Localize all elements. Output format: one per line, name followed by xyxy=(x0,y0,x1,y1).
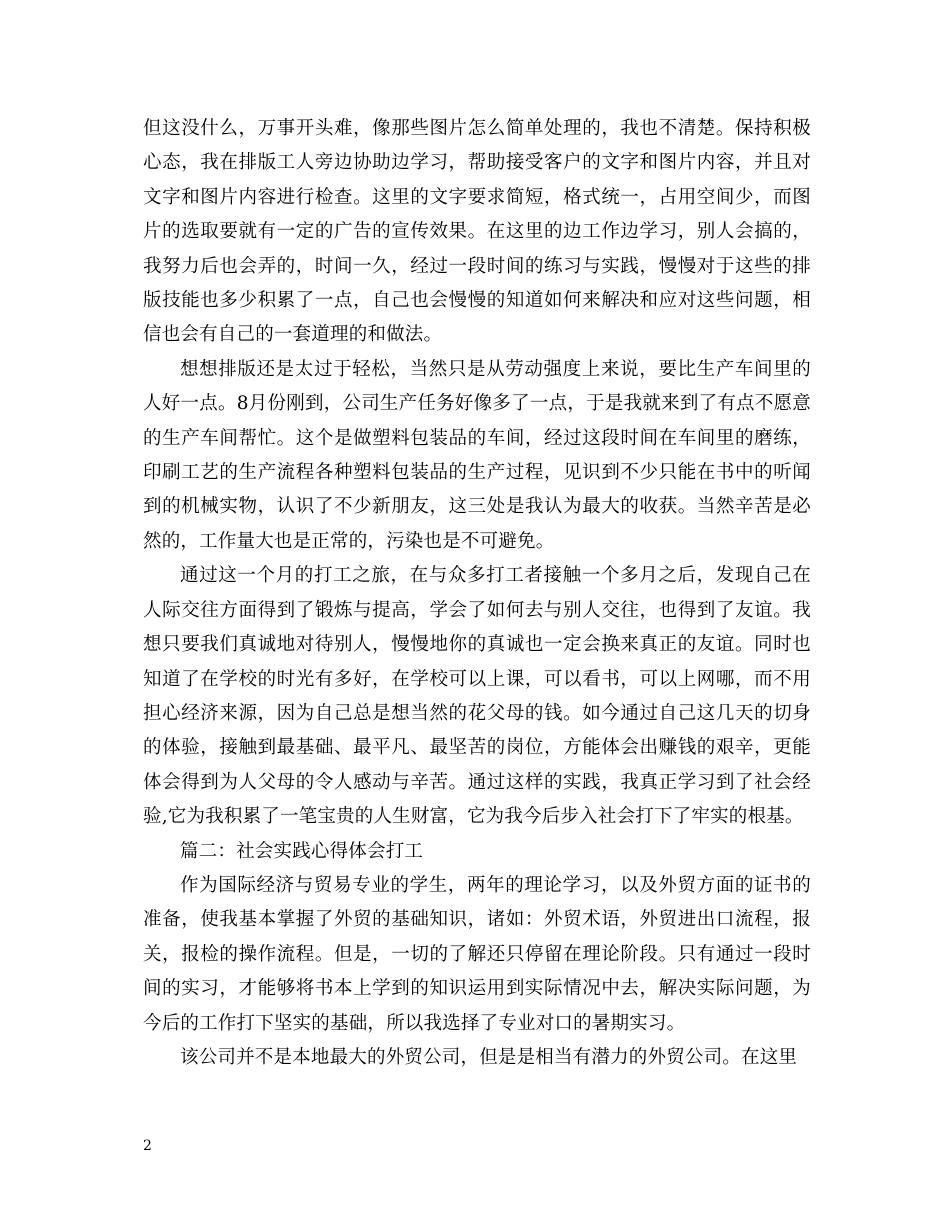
paragraph-4: 作为国际经济与贸易专业的学生，两年的理论学习，以及外贸方面的证书的准备，使我基本掌握了外贸的基础知识，诸如：外贸术语，外贸进出口流程，报关，报检的操作流程。但是，一切的了解还只停留在理论阶段。只有通过一段时间的实习，才能够将书本上学到的知识运用到实际情况中去，解决实际问题，为今后的工作打下坚实的基础，所以我选择了专业对口的暑期实习。 xyxy=(143,874,811,1034)
paragraph-2: 想想排版还是太过于轻松，当然只是从劳动强度上来说，要比生产车间里的人好一点。8月份刚到，公司生产任务好像多了一点，于是我就来到了有点不愿意的生产车间帮忙。这个是做塑料包装品的车间，经过这段时间在车间里的磨练，印刷工艺的生产流程各种塑料包装品的生产过程，见识到不少只能在书中的听闻到的机械实物，认识了不少新朋友，这三处是我认为最大的收获。当然辛苦是必然的，工作量大也是正常的，污染也是不可避免。 xyxy=(143,358,811,552)
paragraph-3: 通过这一个月的打工之旅，在与众多打工者接触一个多月之后，发现自己在人际交往方面得到了锻炼与提高，学会了如何去与别人交往，也得到了友谊。我想只要我们真诚地对待别人，慢慢地你的真诚也一定会换来真正的友谊。同时也知道了在学校的时光有多好，在学校可以上课，可以看书，可以上网哪，而不用担心经济来源，因为自己总是想当然的花父母的钱。如今通过自己这几天的切身的体验，接触到最基础、最平凡、最坚苦的岗位，方能体会出赚钱的艰辛，更能体会得到为人父母的令人感动与辛苦。通过这样的实践，我真正学习到了社会经验,它为我积累了一笔宝贵的人生财富，它为我今后步入社会打下了牢实的根基。 xyxy=(143,565,811,828)
paragraph-5: 该公司并不是本地最大的外贸公司，但是是相当有潜力的外贸公司。在这里 xyxy=(180,1046,798,1068)
paragraph-1: 但这没什么，万事开头难，像那些图片怎么简单处理的，我也不清楚。保持积极心态，我在排版工人旁边协助边学习，帮助接受客户的文字和图片内容，并且对文字和图片内容进行检查。这里的文字要求简短，格式统一，占用空间少，而图片的选取要就有一定的广告的宣传效果。在这里的边工作边学习，别人会搞的，我努力后也会弄的，时间一久，经过一段时间的练习与实践，慢慢对于这些的排版技能也多少积累了一点，自己也会慢慢的知道如何来解决和应对这些问题，相信也会有自己的一套道理的和做法。 xyxy=(143,118,811,346)
body-text xyxy=(143,112,811,1075)
page-number: 2 xyxy=(143,1138,152,1154)
section-heading: 篇二：社会实践心得体会打工 xyxy=(180,840,424,862)
